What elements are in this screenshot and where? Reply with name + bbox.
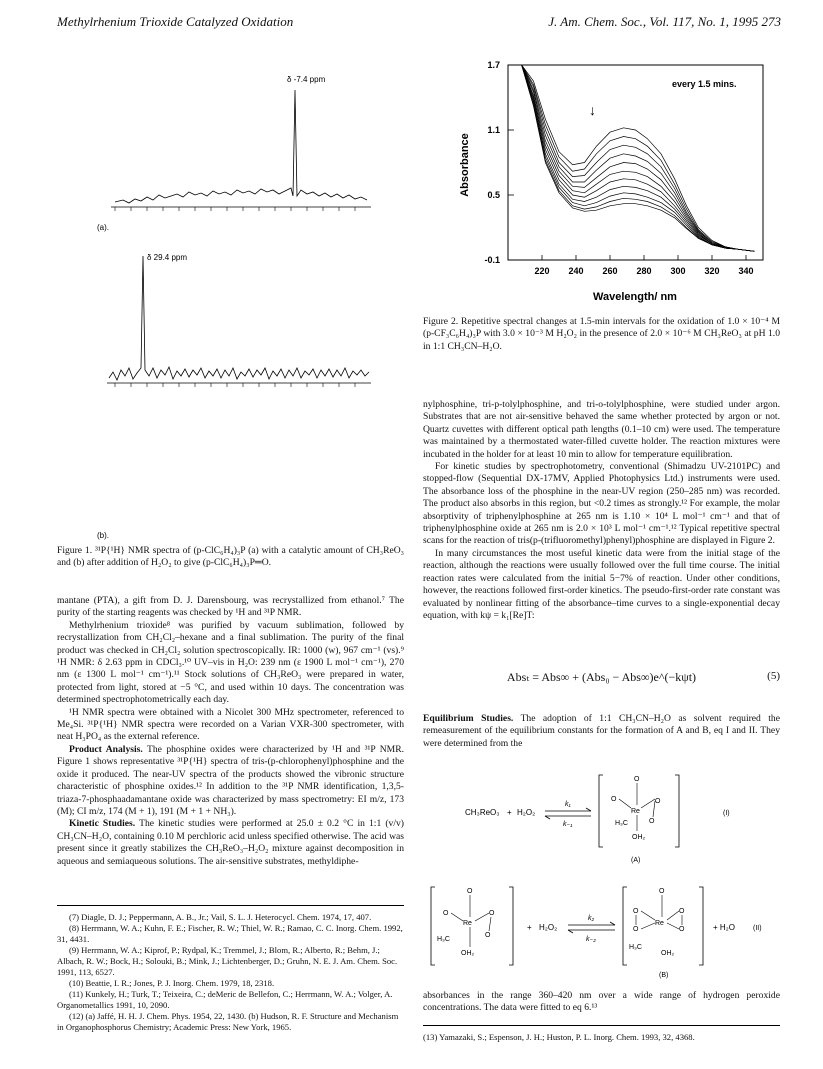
equilibrium-studies-text: The adoption of 1:1 CH₃CN–H₂O as solvent required the remeasurement of the equilibrium constants for the formation of A and B, eq I and II. They were determined from the <box>423 713 780 749</box>
structure-b <box>629 888 685 957</box>
spectrum-scan-7 <box>522 65 755 251</box>
scheme-h2o2-2: H₂O₂ <box>539 923 558 932</box>
scheme-k-2: k₋₂ <box>586 936 596 943</box>
spectrum-scan-2 <box>522 65 755 251</box>
scheme-k2: k₂ <box>588 915 595 922</box>
figure2-absorbance-chart <box>450 55 780 310</box>
left-para-4 <box>57 744 404 818</box>
kinetic-studies-text: The kinetic studies were performed at 25.0 ± 0.2 °C in 1:1 (v/v) CH₃CN–H₂O, containing 0.10 M perchloric acid unless specified otherwise. The acid was present since it greatly stabilizes the CH₃ReO₃–H₂O₂ mixture against decomposition in aqueous and semiaqueous solutions. The air-sensitive substrates, methyldiphe- <box>57 818 404 867</box>
product-analysis-text: The phosphine oxides were characterized by ¹H and ³¹P NMR. Figure 1 shows representative ³¹P{¹H} spectra of tris-(p-chlorophenyl)phosphine and the oxide it produced. The near-UV spectra of the products showed the vibronic structure characteristic of phosphine oxides.¹² In addition to the ³¹P NMR identification, 1,3,5-triaza-7-phosphaadamantane oxide was characterized by mass spectrometry: EI m/z, 173 (M); CI m/z, 174 (M + 1), 191 (M + 1 + NH₃). <box>57 743 404 817</box>
spectrum-scan-5 <box>522 65 755 251</box>
kinetic-studies-heading: Kinetic Studies. <box>69 818 136 830</box>
x-tick-label-2: 260 <box>602 266 618 276</box>
spectrum-scan-9 <box>522 65 755 251</box>
svg-text:OH₂: OH₂ <box>632 834 646 841</box>
svg-text:O: O <box>679 908 685 915</box>
x-axis-label: Wavelength/ nm <box>593 291 677 303</box>
x-tick-label-0: 220 <box>534 266 550 276</box>
spectrum-a-line <box>115 90 367 203</box>
x-tick-label-1: 240 <box>568 266 584 276</box>
spectrum-scan-6 <box>522 65 755 251</box>
eq1-reverse-arrowhead <box>545 816 550 819</box>
reference-8: (8) Herrmann, W. A.; Kuhn, F. E.; Fischer, R. W.; Thiel, W. R.; Ramao, C. C. Inorg. Chem. 1992, 31, 4431. <box>57 923 403 944</box>
axis-b-ticks <box>115 383 355 387</box>
peak-a-label: δ -7.4 ppm <box>287 75 326 84</box>
eq1-forward-arrowhead <box>586 808 591 811</box>
equation-text: Absₜ = Abs∞ + (Abs₀ − Abs∞)e^(−kψt) <box>506 670 697 684</box>
reference-7: (7) Diagle, D. J.; Peppermann, A. B., Jr.; Vail, S. L. J. Heterocycl. Chem. 1974, 17, 407. <box>69 912 372 922</box>
axis-a-ticks <box>115 207 355 211</box>
scheme-label-b: (B) <box>659 972 669 979</box>
figure2-caption: Figure 2. Repetitive spectral changes at 1.5-min intervals for the oxidation of 1.0 × 10⁻⁴ M (p-CF₃C₆H₄)₃P with 3.0 × 10⁻³ M H₂O₂ in the presence of 2.0 × 10⁻⁶ M CH₃ReO₃ at pH 1.0 in 1:1 CH₃CN–H₂O. <box>423 316 780 352</box>
svg-text:O: O <box>679 926 685 933</box>
chart-annotation: every 1.5 mins. <box>672 79 737 89</box>
x-tick-label-4: 300 <box>670 266 686 276</box>
svg-text:O: O <box>467 888 473 895</box>
svg-text:O: O <box>485 932 491 939</box>
y-tick-label-1: 1.1 <box>487 125 500 135</box>
eq2-reverse-arrowhead <box>568 930 573 933</box>
svg-text:Re: Re <box>463 920 472 927</box>
right-para-1: nylphosphine, tri-p-tolylphosphine, and tri-o-tolylphosphine, were studied under argon. Substrates that are not air-sensitive behaved the same whether protected by argon or not. Quartz cuvettes with different optical path lengths (0.1–10 cm) were used. The temperature was maintained by a thermostated water-filled cuvette holder. The reaction mixtures were incubated in the holder for at least 10 min to allow for temperature equilibration. <box>423 399 780 460</box>
left-para-2: Methylrhenium trioxide⁸ was purified by vacuum sublimation, followed by recrystallization from CH₂Cl₂–hexane and a final sublimation. The purity of the final product was checked in CH₂Cl₂ solution spectroscopically. IR: 1000 (w), 967 cm⁻¹ (vs).⁹ ¹H NMR: δ 2.63 ppm in CDCl₃.¹⁰ UV–vis in H₂O: 239 nm (ε 1900 L mol⁻¹ cm⁻¹), 270 nm (ε 1300 L mol⁻¹ cm⁻¹).¹¹ Stock solutions of CH₃ReO₃ were prepared in water, protected from light, stored at −5 °C, and used within 10 days. The concentration was determined spectrophotometrically each day. <box>57 619 404 706</box>
equilibrium-studies-para <box>423 713 780 750</box>
scheme-h2o2-1: H₂O₂ <box>517 808 536 817</box>
spectrum-scan-0 <box>522 65 755 251</box>
reference-9: (9) Herrmann, W. A.; Kiprof, P.; Rydpal, K.; Tremmel, J.; Blom, R.; Alberto, R.; Behm, J.; Albach, R. W.; Bock, H.; Solouki, B.; Mink, J.; Lichtenberger, D.; Gruhn, N. E. J. Am. Chem. Soc. 1991, 113, 6527. <box>57 945 398 977</box>
peak-b-label: δ 29.4 ppm <box>147 253 188 262</box>
svg-text:O: O <box>649 818 655 825</box>
structure-a-reactant <box>437 888 495 957</box>
right-column-text <box>423 399 780 622</box>
product-analysis-heading: Product Analysis. <box>69 743 143 755</box>
scheme-eq1-label: (I) <box>723 810 730 817</box>
spectrum-scan-3 <box>522 65 755 251</box>
equilibrium-continued-para: absorbances in the range 360–420 nm over a wide range of hydrogen peroxide concentrations. The data were fitted to eq 6.¹³ <box>423 990 780 1014</box>
y-tick-label-3: -0.1 <box>484 255 500 265</box>
svg-text:O: O <box>611 796 617 803</box>
spectrum-b-line <box>109 256 369 380</box>
svg-text:OH₂: OH₂ <box>461 950 475 957</box>
reference-10: (10) Beattie, I. R.; Jones, P. J. Inorg. Chem. 1979, 18, 2318. <box>69 978 275 988</box>
right-para-3: In many circumstances the most useful kinetic data were from the initial stage of the reaction, although the reactions were usually followed over the full time course. The initial reaction rates were calculated from the initial 5−7% of reaction. Under other conditions, however, the reactions followed first-order kinetics. The pseudo-first-order rate constant was evaluated by nonlinear fitting of the absorbance–time curves to a single-exponential decay equation, with kψ = k₁[Re]T: <box>423 547 780 621</box>
arrow-down-icon: ↓ <box>589 102 596 118</box>
svg-text:O: O <box>655 798 661 805</box>
structure-a <box>611 776 661 841</box>
left-para-3: ¹H NMR spectra were obtained with a Nicolet 300 MHz spectrometer, referenced to Me₄Si. ³¹P{¹H} NMR spectra were recorded on a Varian VXR-300 spectrometer, with neat H₃PO₄ as the external reference. <box>57 706 404 743</box>
reference-12: (12) (a) Jaffé, H. H. J. Chem. Phys. 1954, 22, 1430. (b) Hudson, R. F. Structure and Mechanism in Organophosphorus Chemistry; Academic Press: New York, 1965. <box>57 1011 399 1032</box>
panel-b-label: (b). <box>97 531 109 540</box>
svg-text:OH₂: OH₂ <box>661 950 675 957</box>
header-right: J. Am. Chem. Soc., Vol. 117, No. 1, 1995 273 <box>548 14 781 29</box>
svg-text:O: O <box>634 776 640 783</box>
y-tick-label-2: 0.5 <box>487 190 500 200</box>
reference-13: (13) Yamazaki, S.; Espenson, J. H.; Huston, P. L. Inorg. Chem. 1993, 32, 4368. <box>423 1025 780 1043</box>
x-tick-label-5: 320 <box>704 266 720 276</box>
scheme-reagent-ch3reo3: CH₃ReO₃ <box>465 808 500 817</box>
figure1-caption: Figure 1. ³¹P{¹H} NMR spectra of (p-ClC₆H₄)₃P (a) with a catalytic amount of CH₃ReO₃ and (b) after addition of H₂O₂ to give (p-ClC₆H₄)₃P═O. <box>57 545 404 569</box>
left-para-5 <box>57 818 404 868</box>
x-tick-label-3: 280 <box>636 266 652 276</box>
right-para-2: For kinetic studies by spectrophotometry, conventional (Shimadzu UV-2101PC) and stopped-flow (Sequential DX-17MV, Applied Photophysics Ltd.) instruments were used. The absorbance loss of the phosphine in the near-UV region (250–285 nm) was recorded. The product also absorbs in this region, but <0.2 times as strongly.¹² For example, the molar absorptivity of triphenylphosphine at 265 nm is 1.10 × 10⁴ L mol⁻¹ cm⁻¹ and that of triphenylphosphine oxide at 265 nm is 2.0 × 10³ L mol⁻¹ cm⁻¹.¹² Typical repetitive spectral scans for the reaction of tris(p-(trifluoromethyl)phenyl)phosphine are displayed in Figure 2. <box>423 461 780 547</box>
references-list <box>57 905 404 1033</box>
svg-text:Re: Re <box>655 920 664 927</box>
x-tick-label-6: 340 <box>738 266 754 276</box>
svg-text:O: O <box>633 926 639 933</box>
equilibrium-studies-heading: Equilibrium Studies. <box>423 713 514 724</box>
reference-11: (11) Kunkely, H.; Turk, T.; Teixeira, C.; deMeric de Bellefon, C.; Herrmann, W. A.; Volger, A. Organometallics 1991, 10, 2090. <box>57 989 393 1010</box>
header-left: Methylrhenium Trioxide Catalyzed Oxidation <box>57 14 294 29</box>
scheme-eq2-label: (II) <box>753 925 762 932</box>
svg-text:H₃C: H₃C <box>629 944 642 951</box>
spectrum-scan-8 <box>522 65 755 251</box>
scheme-h2o: + H₂O <box>713 923 735 932</box>
equation-5 <box>423 670 780 685</box>
spectrum-scan-10 <box>522 65 755 251</box>
left-column-text <box>57 595 404 868</box>
panel-a-label: (a). <box>97 223 109 232</box>
y-tick-label-0: 1.7 <box>487 60 500 70</box>
svg-text:O: O <box>659 888 665 895</box>
svg-text:O: O <box>633 908 639 915</box>
eq2-forward-arrowhead <box>610 922 615 925</box>
spectrum-scan-1 <box>522 65 755 251</box>
svg-text:H₃C: H₃C <box>615 820 628 827</box>
spectrum-scan-4 <box>522 65 755 251</box>
svg-text:Re: Re <box>631 808 640 815</box>
equation-number: (5) <box>767 670 780 682</box>
left-para-1: mantane (PTA), a gift from D. J. Darensbourg, was recrystallized from ethanol.⁷ The purity of the starting reagents was checked by ¹H and ³¹P NMR. <box>57 595 404 619</box>
scheme-k-1: k₋₁ <box>563 821 573 828</box>
scheme-k1: k₁ <box>565 801 571 808</box>
figure1-nmr-spectra <box>97 70 375 540</box>
reaction-scheme <box>423 765 780 985</box>
scheme-plus-2: + <box>527 923 532 932</box>
scheme-label-a: (A) <box>631 857 641 864</box>
svg-text:H₃C: H₃C <box>437 936 450 943</box>
svg-text:O: O <box>443 910 449 917</box>
scheme-plus-1: + <box>507 808 512 817</box>
svg-text:O: O <box>489 910 495 917</box>
y-axis-label: Absorbance <box>459 133 471 197</box>
